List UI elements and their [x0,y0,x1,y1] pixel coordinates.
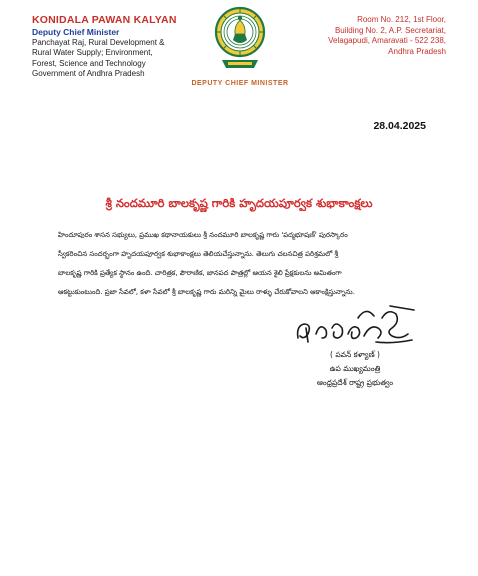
signatory-government: ఆంధ్రప్రదేశ్ రాష్ట్ర ప్రభుత్వం [316,378,394,387]
handwritten-signature-icon [292,298,422,348]
address-line: Building No. 2, A.P. Secretariat, [334,25,446,35]
office-title-label: DEPUTY CHIEF MINISTER [191,80,289,87]
address-line: Velagapudi, Amaravati - 522 238, [328,36,446,46]
letterhead-emblem-block [180,6,300,92]
body-line: ఆకట్టుకుంటుంది. ప్రజా సేవలో, కళా సేవలో శ్రీ బాలకృష్ణ గారు మరిన్ని మైలు రాళ్ళు చేరుకోవాలని ఆకాంక్షిస్తున్నాను. [58,288,355,296]
sender-department-line: Government of Andhra Pradesh [32,69,145,79]
address-line: Andhra Pradesh [388,46,446,56]
address-line: Room No. 212, 1st Floor, [357,15,446,24]
letterhead-address [306,15,446,57]
letter-date: 28.04.2025 [373,120,426,132]
andhra-pradesh-emblem-icon [214,6,266,76]
body-line: స్వీకరించిన సందర్భంగా హృదయపూర్వక శుభాకాంక్షలు తెలియచేస్తున్నాను. తెలుగు చలనచిత్ర పరిశ్రమలో శ్రీ [58,250,339,258]
sender-department-line: Panchayat Raj, Rural Development & [32,38,165,47]
signatory-name: ( పవన్ కళ్యాణ్ ) [330,350,380,359]
sender-role: Deputy Chief Minister [32,27,120,37]
signatory-role: ఉప ముఖ్యమంత్రి [329,364,381,373]
letterhead [0,0,478,100]
letter-body [58,226,430,302]
sender-name: KONIDALA PAWAN KALYAN [32,14,177,26]
letterhead-sender [32,13,202,80]
sender-department-line: Forest, Science and Technology [32,58,146,68]
body-line: హిందూపురం శాసన సభ్యులు, ప్రముఖ కథానాయకులు శ్రీ నందమూరి బాలకృష్ణ గారు 'పద్మభూషణ్' పురస్కారం [58,231,348,239]
letter-subject: శ్రీ నందమూరి బాలకృష్ణ గారికి హృదయపూర్వక శుభాకాంక్షలు [105,196,373,210]
sender-department-line: Rural Water Supply; Environment, [32,48,153,58]
body-line: బాలకృష్ణ గారికి ప్రత్యేక స్థానం ఉంది. చారిత్రక, పౌరాణిక, జానపద పాత్రల్లో ఆయన శైలి ప్రేక్షకులను అమితంగా [58,269,342,277]
